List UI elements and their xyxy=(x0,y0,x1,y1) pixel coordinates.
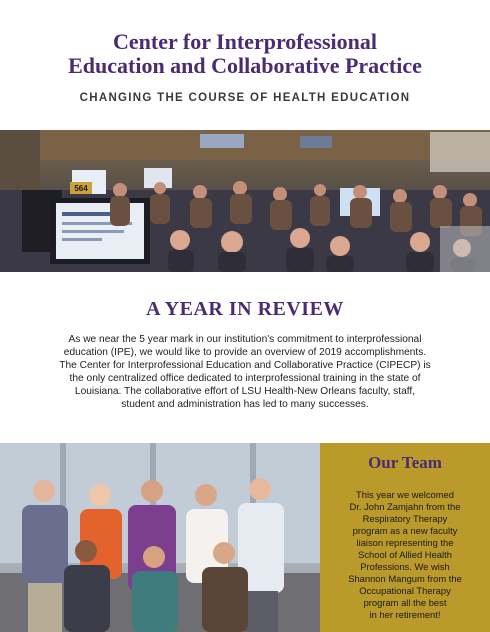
team-line: Occupational Therapy xyxy=(359,585,451,596)
team-line: School of Allied Health xyxy=(358,549,452,560)
our-team-heading: Our Team xyxy=(368,453,442,472)
page-subtitle: CHANGING THE COURSE OF HEALTH EDUCATION xyxy=(79,92,411,104)
review-line: Louisiana. The collaborative effort of LSU Health-New Orleans faculty, staff, xyxy=(74,386,416,397)
team-line: program as a new faculty xyxy=(352,525,458,536)
our-team-text xyxy=(330,489,480,621)
year-in-review-text xyxy=(44,333,446,411)
review-line: The Center for Interprofessional Education and Collaborative Practice (CIPECP) is xyxy=(59,360,431,371)
review-line: the only centralized office dedicated to interprofessional training in the state of xyxy=(69,373,421,384)
training-session-photo xyxy=(0,130,490,272)
title-line-1: Center for Interprofessional xyxy=(113,29,377,54)
team-line: in her retirement! xyxy=(369,609,441,620)
title-line-2: Education and Collaborative Practice xyxy=(68,53,422,78)
year-in-review-heading: A YEAR IN REVIEW xyxy=(146,298,344,320)
team-line: Professions. We wish xyxy=(360,561,450,572)
our-team-panel xyxy=(320,443,490,632)
seat-number-tag: 564 xyxy=(74,184,88,193)
team-line: Dr. John Zamjahn from the xyxy=(349,501,461,512)
team-line: Shannon Mangum from the xyxy=(348,573,462,584)
team-group-photo xyxy=(0,443,320,632)
page-title xyxy=(0,30,490,78)
team-line: liaison representing the xyxy=(356,537,454,548)
team-line: This year we welcomed xyxy=(356,489,454,500)
review-line: As we near the 5 year mark in our institution's commitment to interprofessional xyxy=(68,334,422,345)
team-line: program all the best xyxy=(363,597,447,608)
team-line: Respiratory Therapy xyxy=(362,513,448,524)
review-line: student and administration has led to many successes. xyxy=(121,399,369,410)
review-line: education (IPE), we would like to provide an overview of 2019 accomplishments. xyxy=(63,347,427,358)
